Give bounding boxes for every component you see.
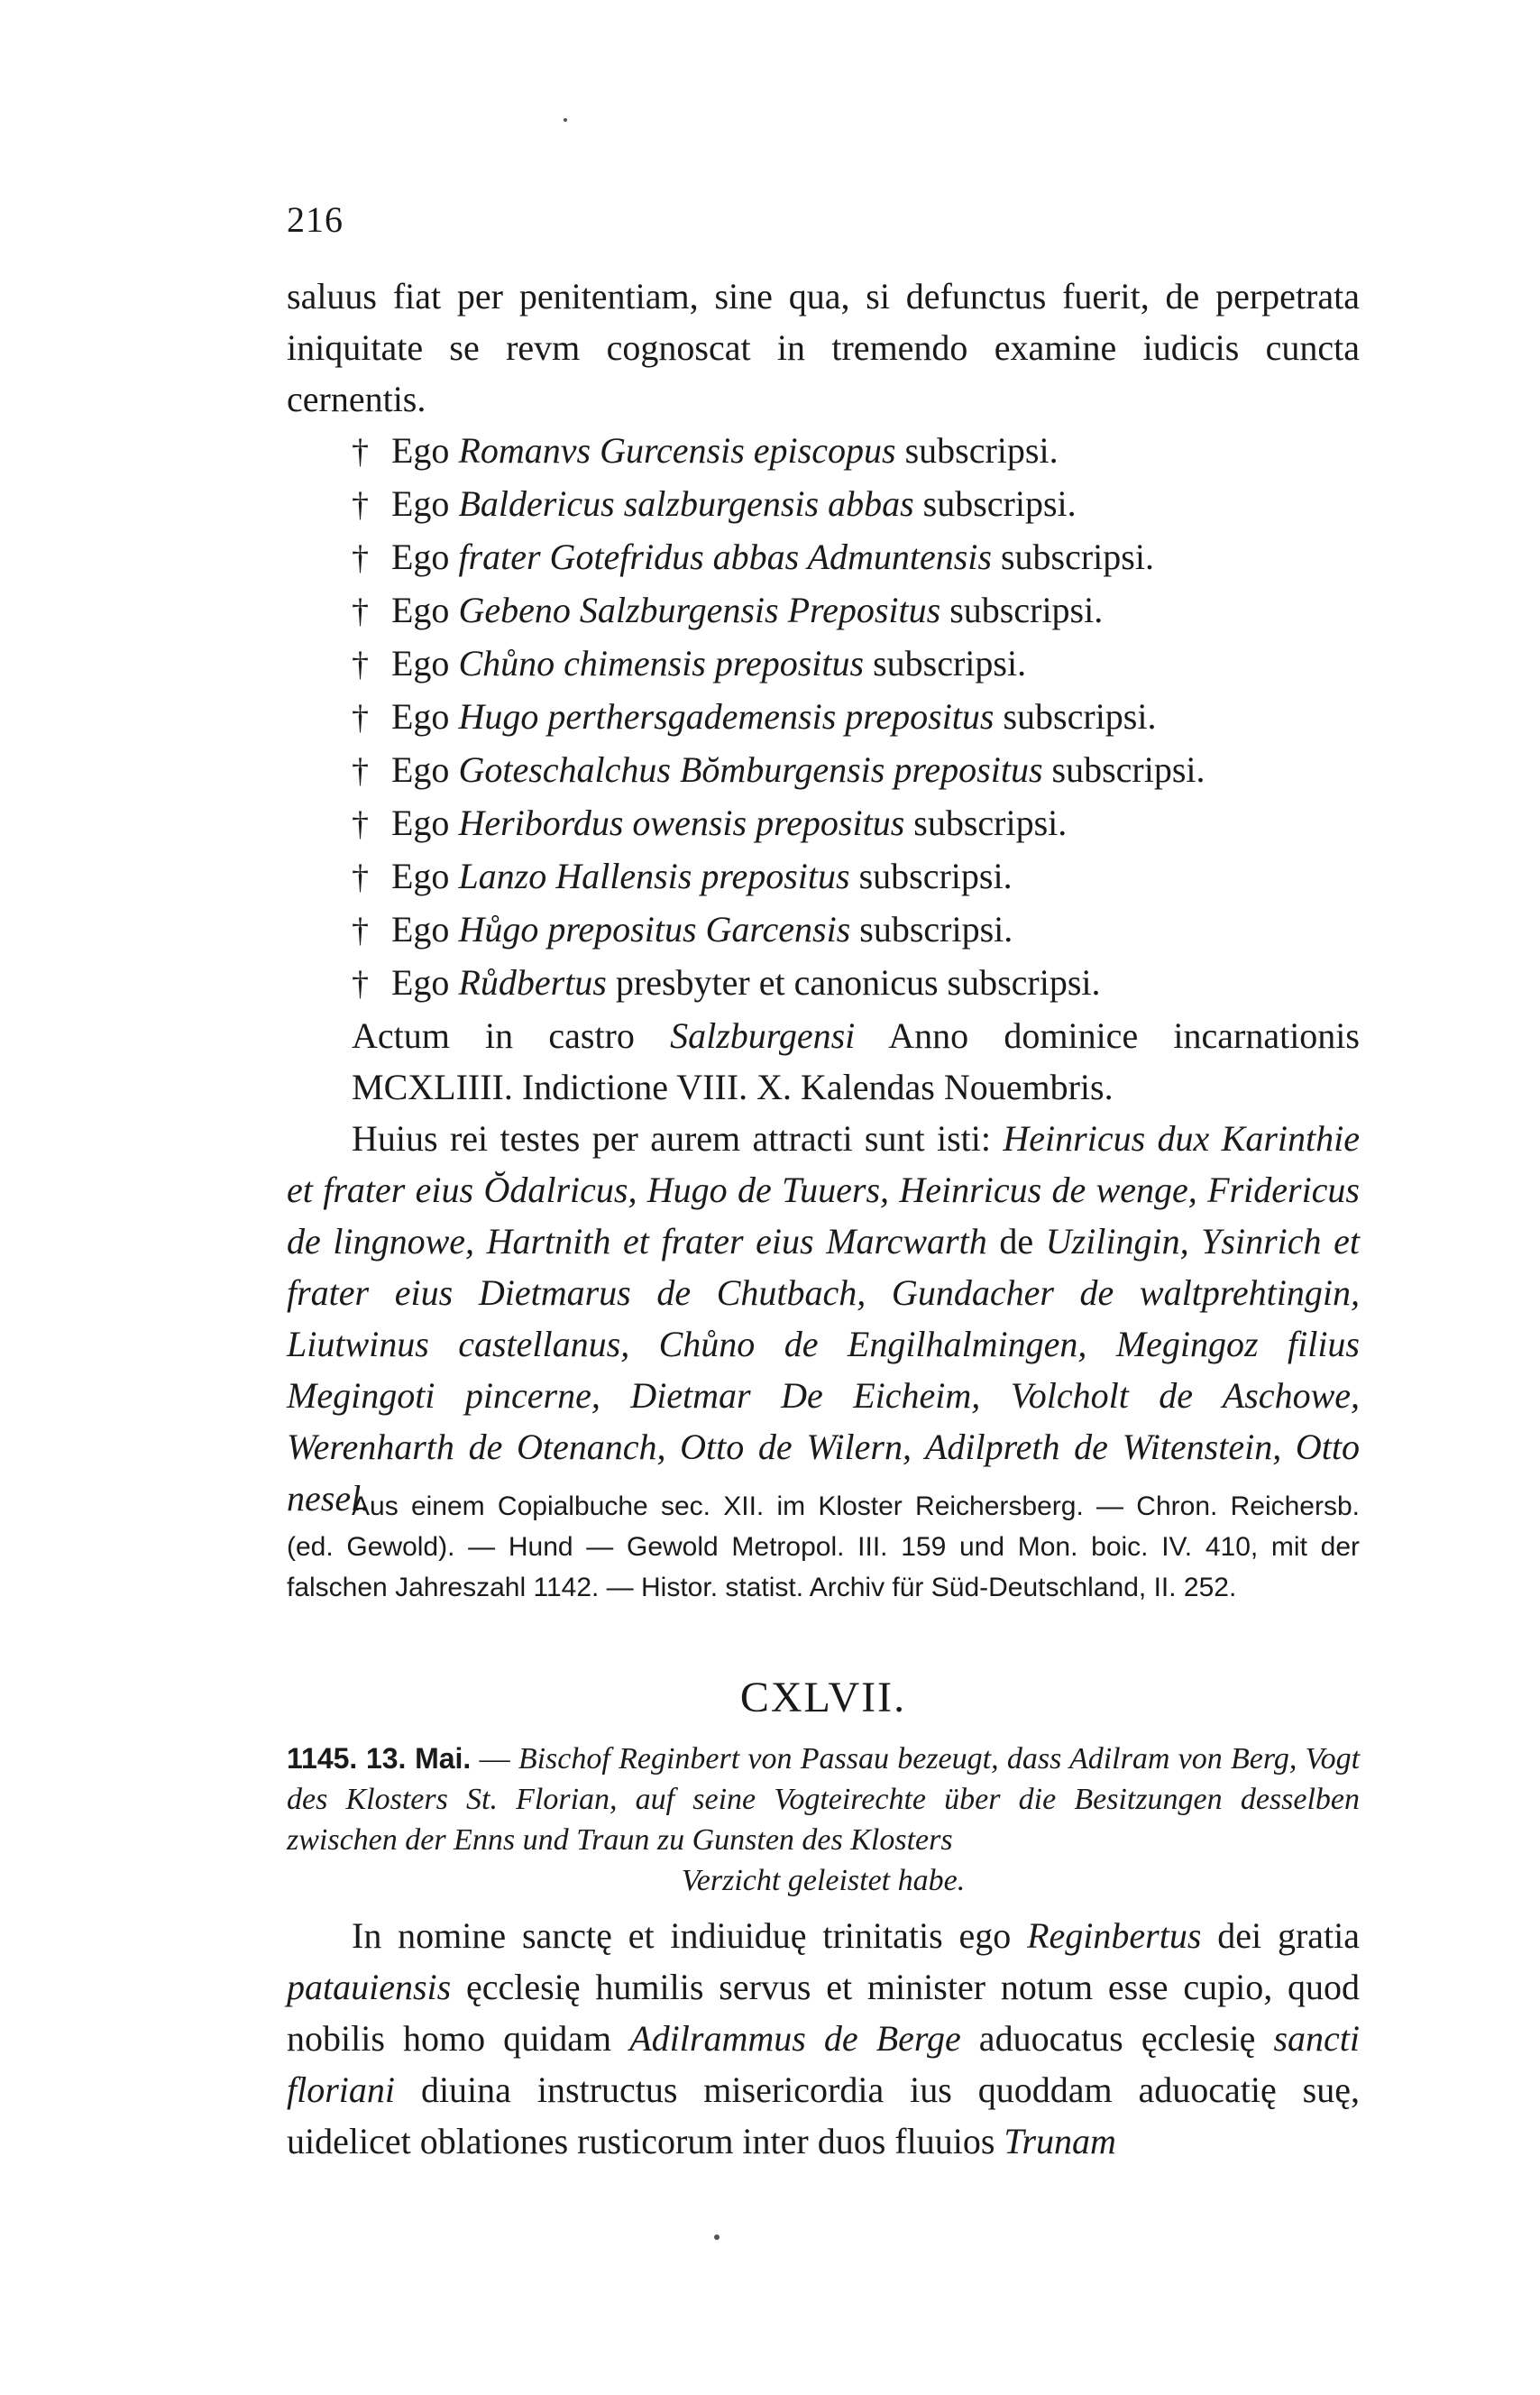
- regest-summary-end: Verzicht geleistet habe.: [681, 1864, 966, 1897]
- subscriber-name: Hůgo prepositus Garcensis: [458, 909, 851, 950]
- regest-summary: Bischof Reginbert von Passau bezeugt, dass Adilram von Berg, Vogt des Klosters St. Florian, auf seine Vogteirechte über die Besitzungen desselben zwischen der Enns und Traun zu Gunsten des Klosters: [287, 1742, 1361, 1857]
- charter-continuation: [287, 271, 1360, 1524]
- subscriber-name: Gebeno Salzburgensis Prepositus: [458, 590, 941, 630]
- subscription-line: † Ego Hugo perthersgademensis prepositus subscripsi.: [352, 691, 1360, 744]
- subscriber-name: Baldericus salzburgensis abbas: [458, 483, 914, 524]
- subscriber-name: frater Gotefridus abbas Admuntensis: [458, 537, 992, 577]
- subscription-line: † Ego Goteschalchus Bŏmburgensis prepositus subscripsi.: [352, 744, 1360, 797]
- subscription-line: † Ego Hůgo prepositus Garcensis subscripsi.: [352, 904, 1360, 957]
- subscription-line: † Ego Gebeno Salzburgensis Prepositus subscripsi.: [352, 584, 1360, 638]
- cross-mark: †: [352, 592, 369, 630]
- cross-mark: †: [352, 486, 369, 524]
- subscriber-name: Romanvs Gurcensis episcopus: [458, 430, 896, 471]
- subscription-line: † Ego Lanzo Hallensis prepositus subscripsi.: [352, 850, 1360, 904]
- subscriber-name: Chůno chimensis prepositus: [458, 643, 865, 684]
- print-speck: [564, 118, 567, 122]
- cross-mark: †: [352, 646, 369, 684]
- cross-mark: †: [352, 433, 369, 471]
- cross-mark: †: [352, 912, 369, 950]
- cross-mark: †: [352, 699, 369, 737]
- subscriber-name: Růdbertus: [458, 962, 607, 1003]
- subscription-line: † Ego Chůno chimensis prepositus subscripsi.: [352, 638, 1360, 691]
- print-speck: [714, 2234, 720, 2240]
- cross-mark: †: [352, 965, 369, 1003]
- regest-date: 1145. 13. Mai.: [287, 1742, 472, 1775]
- document-number: CXLVII.: [739, 1674, 907, 1721]
- cross-mark: †: [352, 858, 369, 896]
- regest: 1145. 13. Mai. — Bischof Reginbert von Passau bezeugt, dass Adilram von Berg, Vogt des Klosters St. Florian, auf seine Vogteirechte über die Besitzungen desselben zwischen der Enns und Traun zu Gunsten des Klosters Verzicht geleistet habe.: [287, 1739, 1360, 1901]
- subscription-line: † Ego Růdbertus presbyter et canonicus subscripsi.: [352, 957, 1360, 1010]
- subscriber-name: Heribordus owensis prepositus: [458, 803, 905, 843]
- subscription-line: † Ego Romanvs Gurcensis episcopus subscripsi.: [352, 425, 1360, 478]
- witness-list: Huius rei testes per aurem attracti sunt isti: Heinricus dux Karinthie et frater eius Ŏdalricus, Hugo de Tuuers, Heinricus de wenge, Fridericus de lingnowe, Hartnith et frater eius Marcwarth de Uzilingin, Ysinrich et frater eius Dietmarus de Chutbach, Gundacher de waltprehtingin, Liutwinus castellanus, Chůno de Engilhalmingen, Megingoz filius Megingoti pincerne, Dietmar De Eicheim, Volcholt de Aschowe, Werenharth de Otenanch, Otto de Wilern, Adilpreth de Witenstein, Otto nesel.: [287, 1118, 1360, 1519]
- subscription-line: † Ego frater Gotefridus abbas Admuntensis subscripsi.: [352, 531, 1360, 584]
- subscription-list: [287, 425, 1360, 1010]
- page-number: 216: [287, 199, 344, 240]
- book-page: [287, 0, 1360, 2395]
- subscription-line: † Ego Heribordus owensis prepositus subscripsi.: [352, 797, 1360, 850]
- cross-mark: †: [352, 805, 369, 843]
- subscriber-name: Goteschalchus Bŏmburgensis prepositus: [458, 749, 1043, 790]
- cross-mark: †: [352, 752, 369, 790]
- cross-mark: †: [352, 539, 369, 577]
- subscription-line: † Ego Baldericus salzburgensis abbas subscripsi.: [352, 478, 1360, 531]
- opening-paragraph: saluus fiat per penitentiam, sine qua, si defunctus fuerit, de perpetrata iniquitate se revm cognoscat in tremendo examine iudicis cuncta cernentis.: [287, 276, 1360, 419]
- new-charter-text: In nomine sanctę et indiuiduę trinitatis ego Reginbertus dei gratia patauiensis ęcclesię humilis servus et minister notum esse cupio, quod nobilis homo quidam Adilrammus de Berge aduocatus ęcclesię sancti floriani diuina instructus misericordia ius quoddam aduocatię suę, uidelicet oblationes rusticorum inter duos fluuios Trunam: [287, 1915, 1361, 2161]
- subscriber-name: Lanzo Hallensis prepositus: [458, 856, 850, 896]
- source-note: Aus einem Copialbuche sec. XII. im Kloster Reichersberg. — Chron. Reichersb. (ed. Gewold). — Hund — Gewold Metropol. III. 159 und Mon. boic. IV. 410, mit der falschen Jahreszahl 1142. — Histor. statist. Archiv für Süd-Deutschland, II. 252.: [287, 1491, 1360, 1602]
- subscriber-name: Hugo perthersgademensis prepositus: [458, 696, 995, 737]
- actum-clause: Actum in castro Salzburgensi Anno dominice incarnationis MCXLIIII. Indictione VIII. X. Kalendas Nouembris.: [352, 1015, 1360, 1107]
